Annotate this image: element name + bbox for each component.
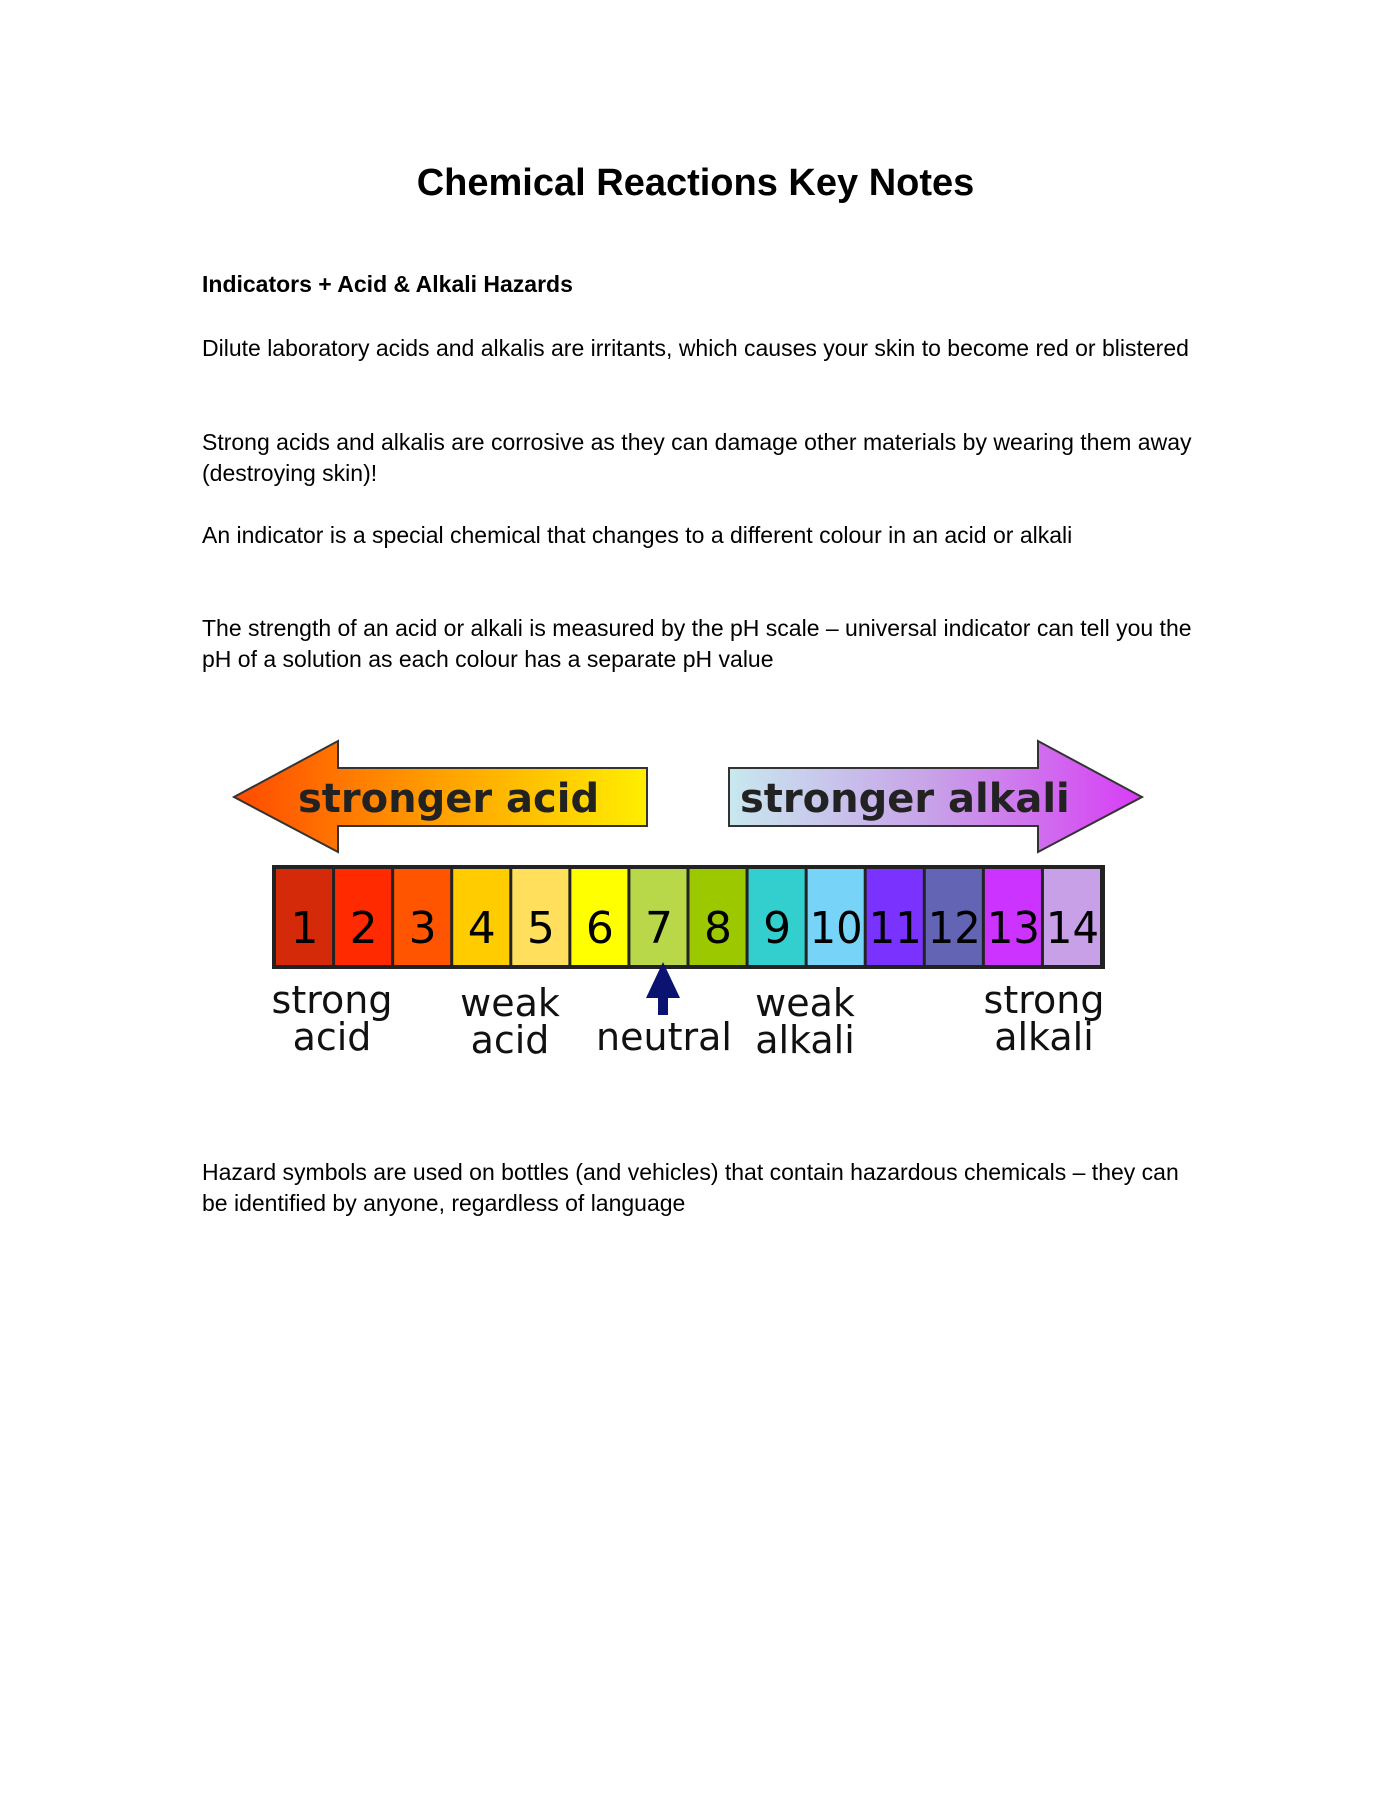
- ph-number-12: 12: [927, 903, 981, 954]
- ph-number-11: 11: [868, 903, 922, 954]
- ph-number-9: 9: [763, 903, 792, 954]
- label-strong-alkali-2: alkali: [994, 1015, 1094, 1059]
- ph-number-6: 6: [585, 903, 614, 954]
- paragraph-ph-scale: The strength of an acid or alkali is measured by the pH scale – universal indicator can tell you the pH of a solution as each colour has a separate pH value: [202, 615, 1192, 672]
- page-title: Chemical Reactions Key Notes: [416, 162, 975, 204]
- stronger-acid-label: stronger acid: [298, 776, 600, 822]
- ph-number-7: 7: [644, 903, 673, 954]
- ph-number-3: 3: [408, 903, 437, 954]
- paragraph-hazard-symbols: Hazard symbols are used on bottles (and vehicles) that contain hazardous chemicals – they can be identified by anyone, regardless of language: [202, 1159, 1179, 1216]
- label-neutral: neutral: [596, 1015, 732, 1059]
- label-strong-acid-1: strong: [271, 978, 393, 1022]
- stronger-alkali-label: stronger alkali: [740, 776, 1070, 822]
- section-heading: Indicators + Acid & Alkali Hazards: [202, 271, 573, 297]
- ph-number-4: 4: [467, 903, 496, 954]
- ph-number-8: 8: [704, 903, 733, 954]
- ph-number-1: 1: [290, 903, 319, 954]
- label-weak-alkali-2: alkali: [755, 1018, 855, 1062]
- neutral-arrow-icon: [646, 962, 680, 1015]
- paragraph-irritants: Dilute laboratory acids and alkalis are irritants, which causes your skin to become red or blistered: [202, 335, 1189, 361]
- paragraph-indicator: An indicator is a special chemical that changes to a different colour in an acid or alkali: [202, 522, 1073, 548]
- ph-number-13: 13: [986, 903, 1040, 954]
- label-weak-alkali-1: weak: [755, 981, 855, 1025]
- paragraph-corrosive: Strong acids and alkalis are corrosive as they can damage other materials by wearing them away (destroying skin)!: [202, 429, 1192, 486]
- label-weak-acid-2: acid: [470, 1018, 550, 1062]
- ph-number-5: 5: [526, 903, 555, 954]
- label-strong-alkali-1: strong: [983, 978, 1105, 1022]
- label-weak-acid-1: weak: [460, 981, 560, 1025]
- ph-number-14: 14: [1045, 903, 1099, 954]
- label-strong-acid-2: acid: [292, 1015, 372, 1059]
- ph-number-2: 2: [349, 903, 378, 954]
- ph-number-10: 10: [809, 903, 863, 954]
